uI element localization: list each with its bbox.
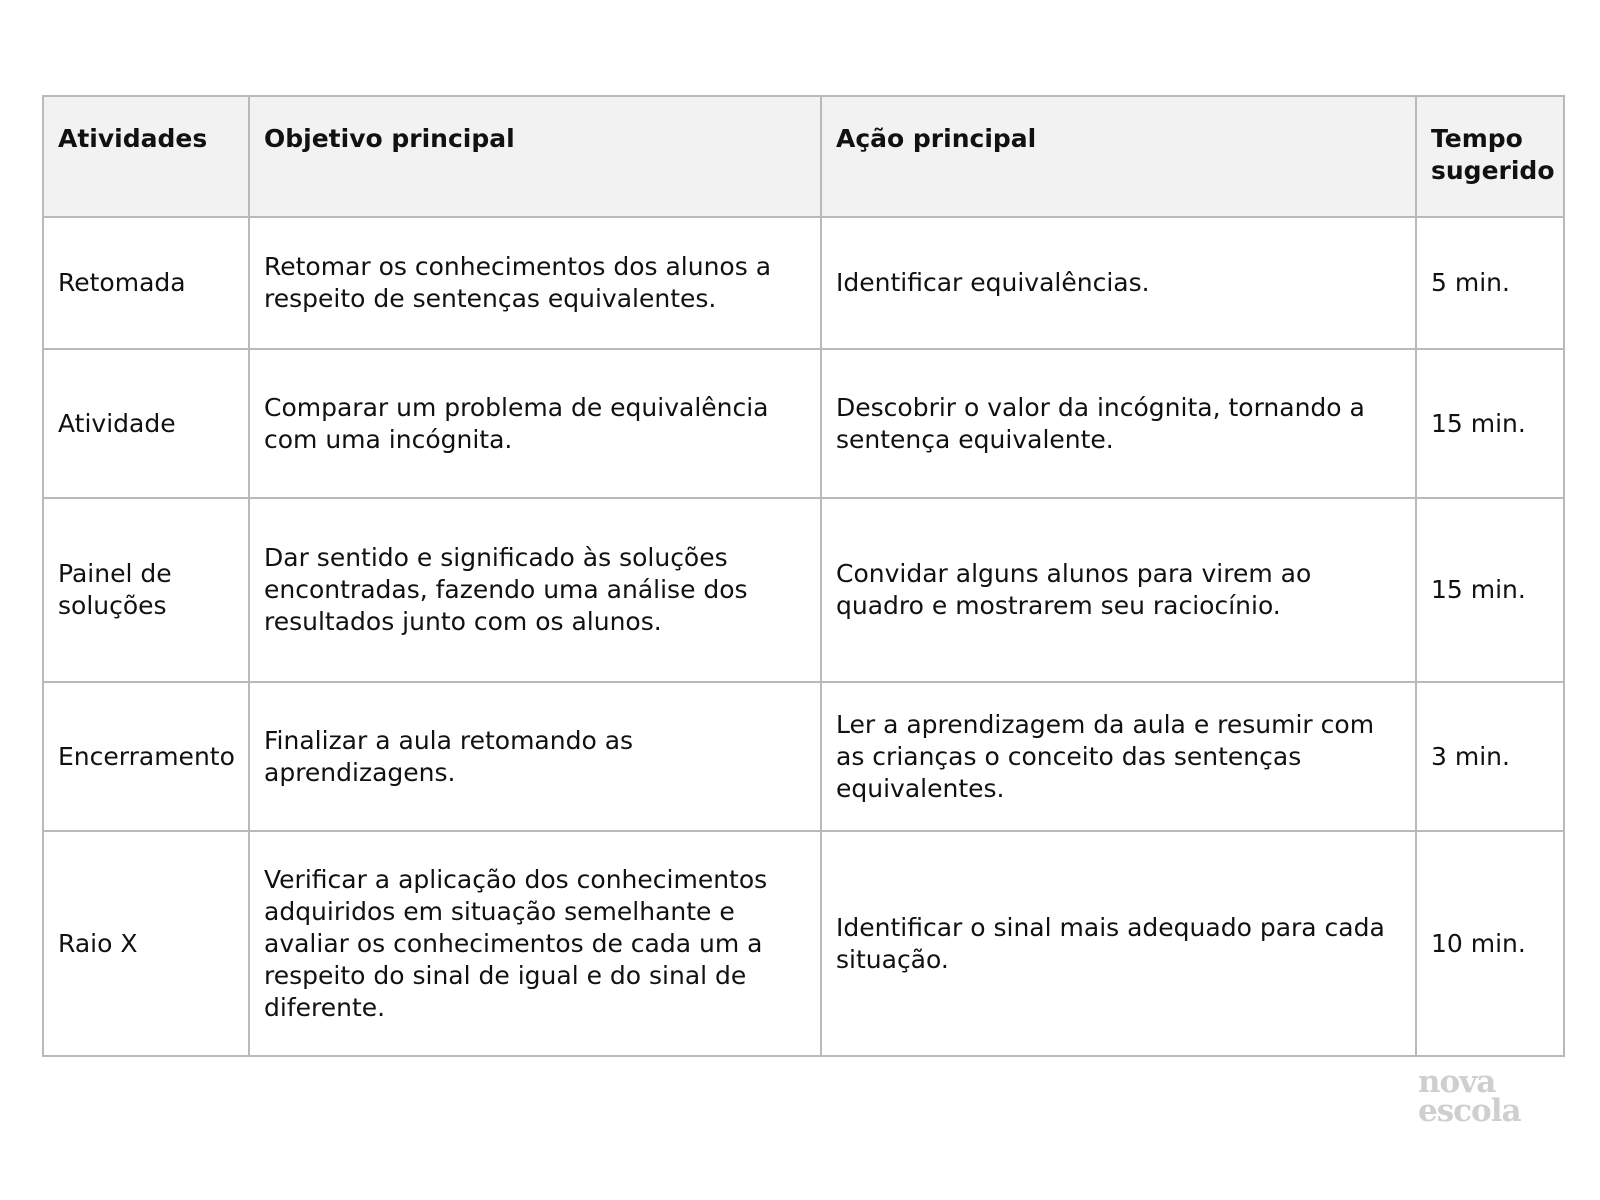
header-suggested-time: Tempo sugerido <box>1416 96 1564 217</box>
objective-cell: Dar sentido e significado às soluções encontradas, fazendo uma análise dos resultados junto com os alunos. <box>249 498 821 682</box>
table-row <box>43 831 1564 1056</box>
action-cell: Identificar o sinal mais adequado para cada situação. <box>821 831 1416 1056</box>
action-cell: Convidar alguns alunos para virem ao quadro e mostrarem seu raciocínio. <box>821 498 1416 682</box>
objective-cell: Retomar os conhecimentos dos alunos a respeito de sentenças equivalentes. <box>249 217 821 349</box>
table-header <box>43 96 1564 217</box>
objective-cell: Finalizar a aula retomando as aprendizagens. <box>249 682 821 831</box>
activity-cell: Encerramento <box>43 682 249 831</box>
lesson-plan-table <box>42 95 1565 1057</box>
table-row <box>43 217 1564 349</box>
header-activities: Atividades <box>43 96 249 217</box>
table-row <box>43 498 1564 682</box>
table-row <box>43 682 1564 831</box>
activity-cell: Atividade <box>43 349 249 498</box>
time-cell: 15 min. <box>1416 349 1564 498</box>
logo-line-escola: escola <box>1418 1093 1521 1129</box>
time-cell: 5 min. <box>1416 217 1564 349</box>
action-cell: Descobrir o valor da incógnita, tornando a sentença equivalente. <box>821 349 1416 498</box>
activity-cell: Retomada <box>43 217 249 349</box>
time-cell: 3 min. <box>1416 682 1564 831</box>
time-cell: 15 min. <box>1416 498 1564 682</box>
objective-cell: Comparar um problema de equivalência com uma incógnita. <box>249 349 821 498</box>
nova-escola-logo <box>1418 1064 1538 1129</box>
logo-line-nova: nova <box>1418 1064 1496 1100</box>
header-main-objective: Objetivo principal <box>249 96 821 217</box>
time-cell: 10 min. <box>1416 831 1564 1056</box>
activity-cell: Raio X <box>43 831 249 1056</box>
action-cell: Ler a aprendizagem da aula e resumir com as crianças o conceito das sentenças equivalentes. <box>821 682 1416 831</box>
table-row <box>43 349 1564 498</box>
header-main-action: Ação principal <box>821 96 1416 217</box>
objective-cell: Verificar a aplicação dos conhecimentos adquiridos em situação semelhante e avaliar os conhecimentos de cada um a respeito do sinal de igual e do sinal de diferente. <box>249 831 821 1056</box>
header-row <box>43 96 1564 217</box>
table-body <box>43 217 1564 1056</box>
activity-cell: Painel de soluções <box>43 498 249 682</box>
action-cell: Identificar equivalências. <box>821 217 1416 349</box>
